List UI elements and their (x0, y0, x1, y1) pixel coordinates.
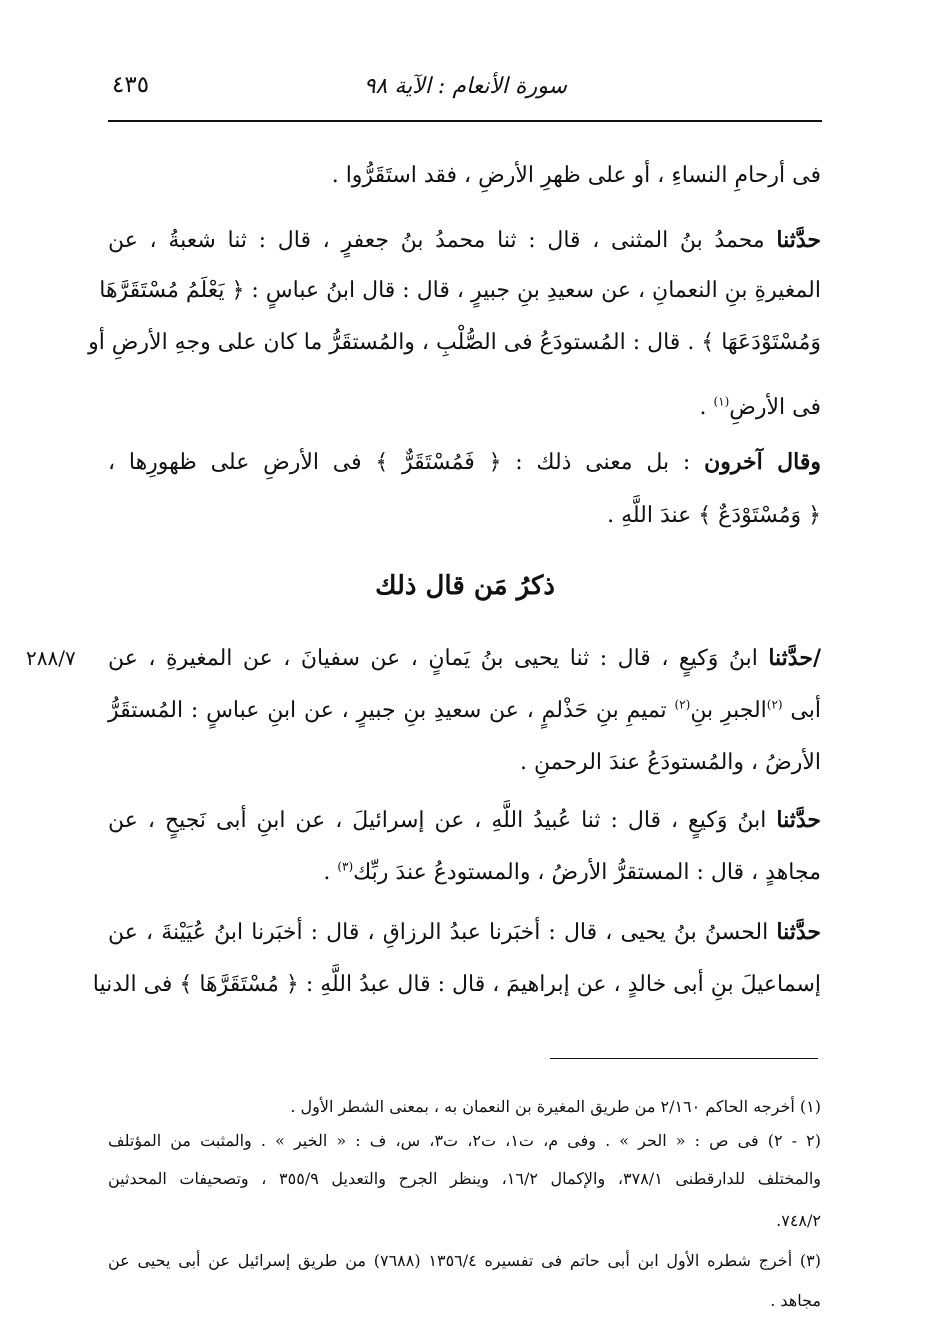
header-rule (108, 120, 822, 122)
footnote-ref: (١) (713, 394, 730, 409)
text-line: المغيرةِ بنِ النعمانِ ، عن سعيدِ بنِ جبيرٍ ، قال : قال ابنُ عباسٍ : ﴿ يَعْلَمُ مُسْتَقَرَّهَا (99, 278, 821, 303)
text-line: وَمُسْتَوْدَعَهَا ﴾ . قال : المُستودَعُ فى الصُّلْبِ ، والمُستقَرُّ ما كان على وجهِ الأرضِ أو (88, 330, 821, 355)
text-line: /حدَّثنا ابنُ وَكيعٍ ، قال : ثنا يحيى بنُ يَمانٍ ، عن سفيانَ ، عن المغيرةِ ، عن (108, 645, 821, 671)
footnote-line: ٧٤٨/٢. (776, 1211, 821, 1230)
text-line: وقال آخرون : بل معنى ذلك : ﴿ فَمُسْتَقَرٌّ ﴾ فى الأرضِ على ظهورِها ، (108, 449, 821, 475)
text-line: أبى $^{(٢)}$الجبرِ بنِ$^{(٢)}$ تميمِ بنِ حَذْلمٍ ، عن سعيدِ بنِ جبيرٍ ، عن ابنِ عباسٍ : المُستقَرُّ (108, 697, 821, 723)
footnote-ref: (٢) (766, 697, 783, 712)
footnote-ref: (٢) (674, 697, 691, 712)
footnote-line: (٢ - ٢) فى ص : « الحر » . وفى م، ت١، ت٢، ت٣، س، ف : « الخير » . والمثبت من المؤتلف (108, 1131, 822, 1150)
text-line: حدَّثنا ابنُ وَكيعٍ ، قال : ثنا عُبيدُ اللَّهِ ، عن إسرائيلَ ، عن ابنِ أبى نَجيحٍ ، عن (108, 807, 821, 833)
footnote-rule (550, 1058, 818, 1059)
running-header (108, 70, 822, 110)
footnote-ref: (٣) (337, 859, 354, 874)
text-line: حدَّثنا الحسنُ بنُ يحيى ، قال : أخبَرنا عبدُ الرزاقِ ، قال : أخبَرنا ابنُ عُيَيْنةَ ، عن (108, 919, 821, 945)
text-line: إسماعيلَ بنِ أبى خالدٍ ، عن إبراهيمَ ، قال : قال عبدُ اللَّهِ : ﴿ مُسْتَقَرَّهَا ﴾ فى الدنيا (92, 972, 821, 997)
text-line: الأرضُ ، والمُستودَعُ عندَ الرحمنِ . (520, 750, 821, 775)
section-heading: ذكرُ مَن قال ذلك (375, 571, 555, 601)
text-line: مجاهدٍ ، قال : المستقرُّ الأرضُ ، والمستودعُ عندَ ربِّك$^{(٣)}$ . (323, 859, 821, 885)
footnote-line: والمختلف للدارقطنى ٣٧٨/١، والإكمال ١٦/٢، وينظر الجرح والتعديل ٣٥٥/٩ ، وتصحيفات المحدثين (108, 1169, 822, 1188)
text-line: ﴿ وَمُسْتَوْدَعٌ ﴾ عندَ اللَّهِ . (607, 503, 821, 528)
footnote-line: (١) أخرجه الحاكم ٢/١٦٠ من طريق المغيرة بن النعمان به ، بمعنى الشطر الأول . (290, 1097, 821, 1116)
margin-reference: ٢٨٨/٧ (26, 646, 76, 670)
footnote-line: (٣) أخرج شطره الأول ابن أبى حاتم فى تفسيره ١٣٥٦/٤ (٧٦٨٨) من طريق إسرائيل عن أبى يحيى عن (108, 1251, 822, 1270)
header-title: سورة الأنعام : الآية ٩٨ (363, 74, 567, 99)
text-line: فى أرحامِ النساءِ ، أو على ظهرِ الأرضِ ، فقد استَقَرُّوا . (331, 163, 821, 188)
footnote-line: مجاهد . (770, 1291, 821, 1310)
text-line: حدَّثنا محمدُ بنُ المثنى ، قال : ثنا محمدُ بنُ جعفرٍ ، قال : ثنا شعبةُ ، عن (108, 227, 821, 253)
page-number: ٤٣٥ (112, 72, 150, 98)
text-line: فى الأرضِ$^{(١)}$ . (699, 394, 821, 420)
